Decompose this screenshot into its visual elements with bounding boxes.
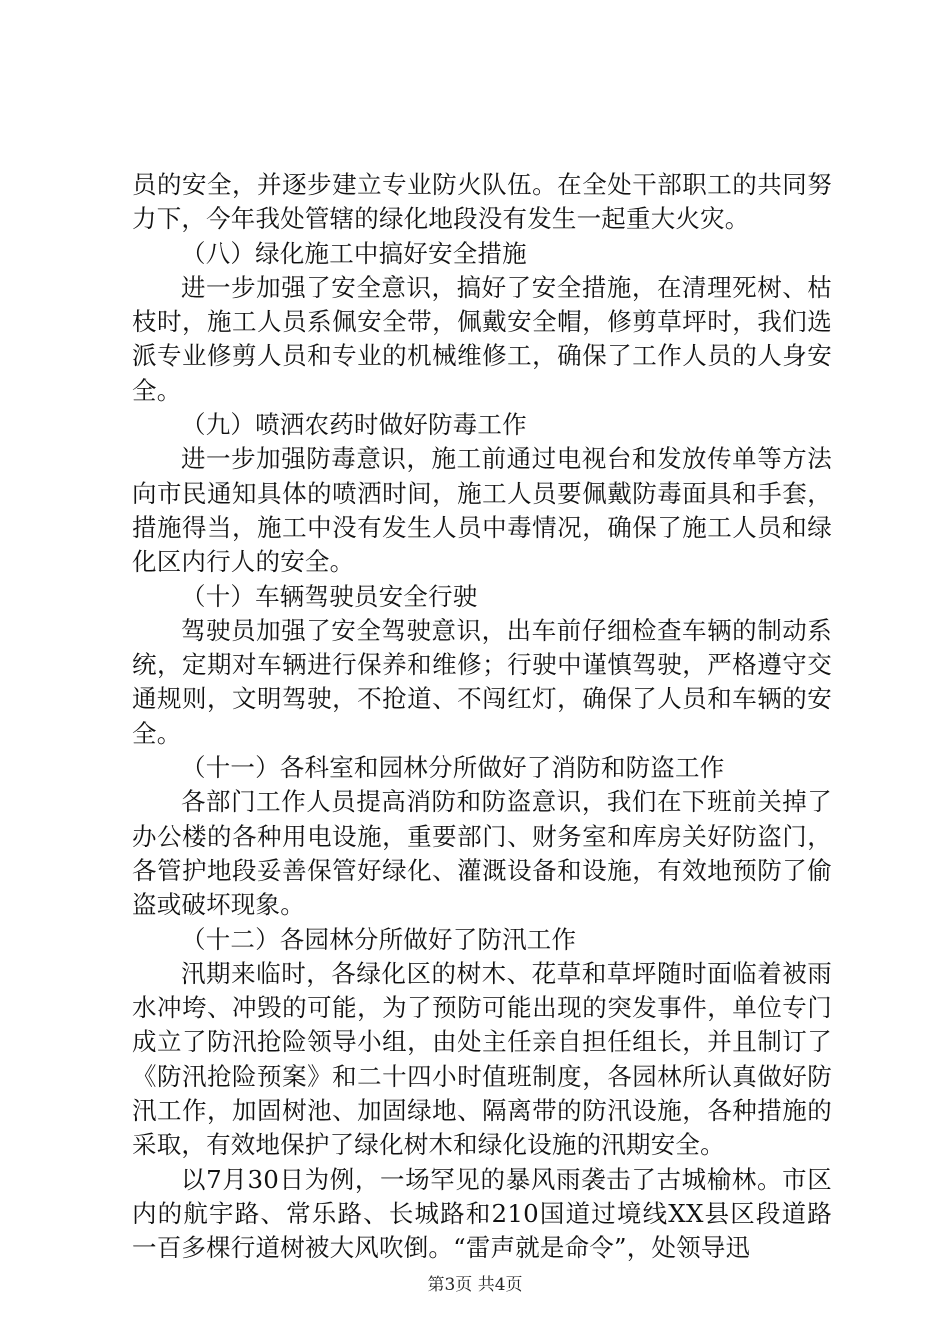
page-footer: 第3页 共4页 <box>427 1275 523 1295</box>
section-heading-8: （八）绿化施工中搞好安全措施 <box>181 238 527 268</box>
paragraph-safety-measures: 进一步加强了安全意识，搞好了安全措施，在清理死树、枯枝时，施工人员系佩安全带，佩戴安全帽，修剪草坪时，我们选派专业修剪人员和专业的机械维修工，确保了工作人员的人身安全。 <box>132 272 832 405</box>
paragraph-antitoxin: 进一步加强防毒意识，施工前通过电视台和发放传单等方法向市民通知具体的喷洒时间，施工人员要佩戴防毒面具和手套，措施得当，施工中没有发生人员中毒情况，确保了施工人员和绿化区内行人的安全。 <box>132 444 832 577</box>
paragraph-example: 以7月30日为例，一场罕见的暴风雨袭击了古城榆林。市区内的航宇路、常乐路、长城路和210国道过境线XX县区段道路一百多棵行道树被大风吹倒。“雷声就是命令”，处领导迅 <box>132 1164 832 1263</box>
paragraph-fire-theft: 各部门工作人员提高消防和防盗意识，我们在下班前关掉了办公楼的各种用电设施，重要部门、财务室和库房关好防盗门，各管护地段妥善保管好绿化、灌溉设备和设施，有效地预防了偷盗或破坏现象。 <box>132 787 832 920</box>
document-body <box>132 168 832 1266</box>
paragraph-continuation: 员的安全，并逐步建立专业防火队伍。在全处干部职工的共同努力下，今年我处管辖的绿化地段没有发生一起重大火灾。 <box>132 170 832 234</box>
section-heading-10: （十）车辆驾驶员安全行驶 <box>181 581 478 611</box>
section-heading-12: （十二）各园林分所做好了防汛工作 <box>181 924 577 954</box>
section-heading-11: （十一）各科室和园林分所做好了消防和防盗工作 <box>181 753 725 783</box>
section-heading-9: （九）喷洒农药时做好防毒工作 <box>181 410 527 440</box>
paragraph-driving: 驾驶员加强了安全驾驶意识，出车前仔细检查车辆的制动系统，定期对车辆进行保养和维修；行驶中谨慎驾驶，严格遵守交通规则，文明驾驶，不抢道、不闯红灯，确保了人员和车辆的安全。 <box>132 615 832 748</box>
paragraph-flood-control: 汛期来临时，各绿化区的树木、花草和草坪随时面临着被雨水冲垮、冲毁的可能，为了预防可能出现的突发事件，单位专门成立了防汛抢险领导小组，由处主任亲自担任组长，并且制订了《防汛抢险预案》和二十四小时值班制度，各园林所认真做好防汛工作，加固树池、加固绿地、隔离带的防汛设施，各种措施的采取，有效地保护了绿化树木和绿化设施的汛期安全。 <box>132 958 832 1160</box>
